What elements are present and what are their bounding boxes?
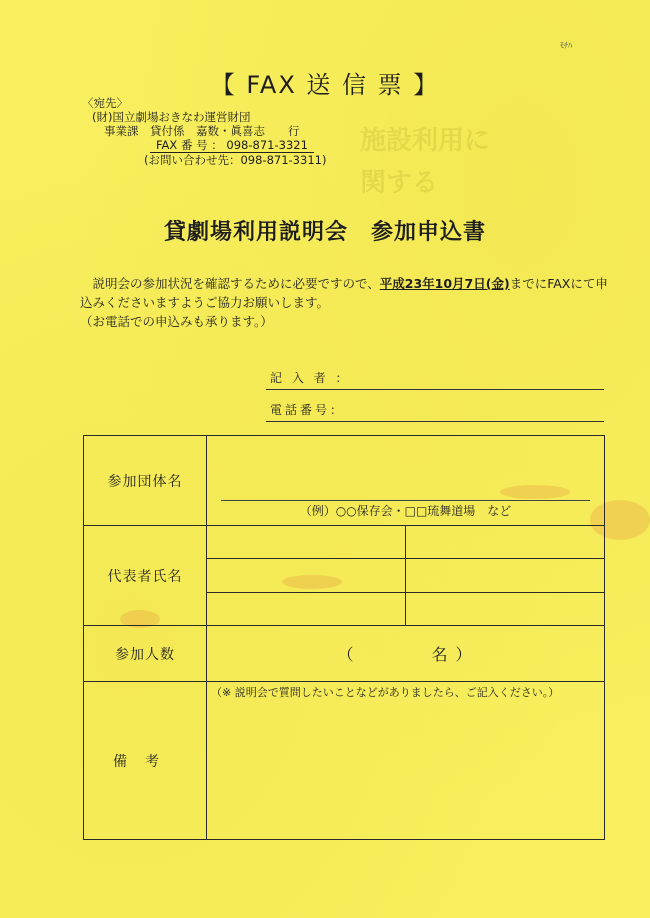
recipient-dept: 事業課 貸付係 嘉数・眞喜志 行: [104, 124, 300, 138]
deadline-date: 平成23年10月7日(金): [379, 276, 510, 291]
count-open-paren: （: [337, 645, 356, 664]
filler-field[interactable]: [266, 367, 604, 390]
remarks-cell[interactable]: [207, 682, 605, 840]
remarks-label: 備考: [84, 682, 207, 840]
representative-cell-4[interactable]: [406, 559, 605, 593]
intro-text-3: （お電話での申込みも承ります。）: [80, 314, 273, 329]
group-name-cell[interactable]: [207, 436, 605, 526]
representative-cell-5[interactable]: [207, 593, 406, 626]
count-close-paren: ）: [455, 645, 474, 664]
bleedthrough-text: 関する: [360, 168, 439, 198]
intro-paragraph: [80, 274, 610, 331]
intro-text-2: までにFAXにて申込みくださいますようご協力お願いします。: [80, 276, 608, 310]
recipient-label: 〈宛先〉: [82, 96, 128, 110]
phone-field[interactable]: [266, 399, 604, 422]
recipient-block: [82, 96, 326, 167]
document-title: 貸劇場利用説明会 参加申込書: [163, 220, 486, 245]
recipient-contact: (お問い合わせ先：098-871-3311): [144, 153, 327, 167]
intro-text-1: 説明会の参加状況を確認するために必要ですので、: [80, 276, 380, 291]
group-name-line: [221, 500, 590, 501]
recipient-org: (財)国立劇場おきなわ運営財団: [92, 110, 251, 124]
phone-label: 電話番号：: [270, 403, 346, 417]
representative-cell-6[interactable]: [406, 593, 605, 626]
recipient-fax: FAX 番 号 ： 098-871-3321: [150, 138, 314, 153]
representative-cell-3[interactable]: [207, 559, 406, 593]
group-name-label: 参加団体名: [84, 436, 207, 526]
filler-label: 記 入 者 ：: [270, 371, 351, 385]
count-unit: 名: [431, 645, 450, 664]
representative-label: 代表者氏名: [84, 526, 207, 626]
group-name-example: （例）○○保存会・□□琉舞道場 など: [299, 504, 512, 518]
participant-count-cell[interactable]: [207, 626, 605, 682]
representative-cell-1[interactable]: [207, 526, 406, 559]
application-table: [83, 435, 605, 840]
representative-cell-2[interactable]: [406, 526, 605, 559]
remarks-note: （※ 説明会で質問したいことなどがありましたら、ご記入ください。）: [211, 686, 560, 699]
bleedthrough-text: 施設利用に: [360, 126, 491, 156]
fax-cover-title: 【 FAX 送 信 票 】: [210, 71, 440, 99]
corner-mark: ﾓﾁﾊ: [560, 41, 572, 50]
participant-count-label: 参加人数: [84, 626, 207, 682]
